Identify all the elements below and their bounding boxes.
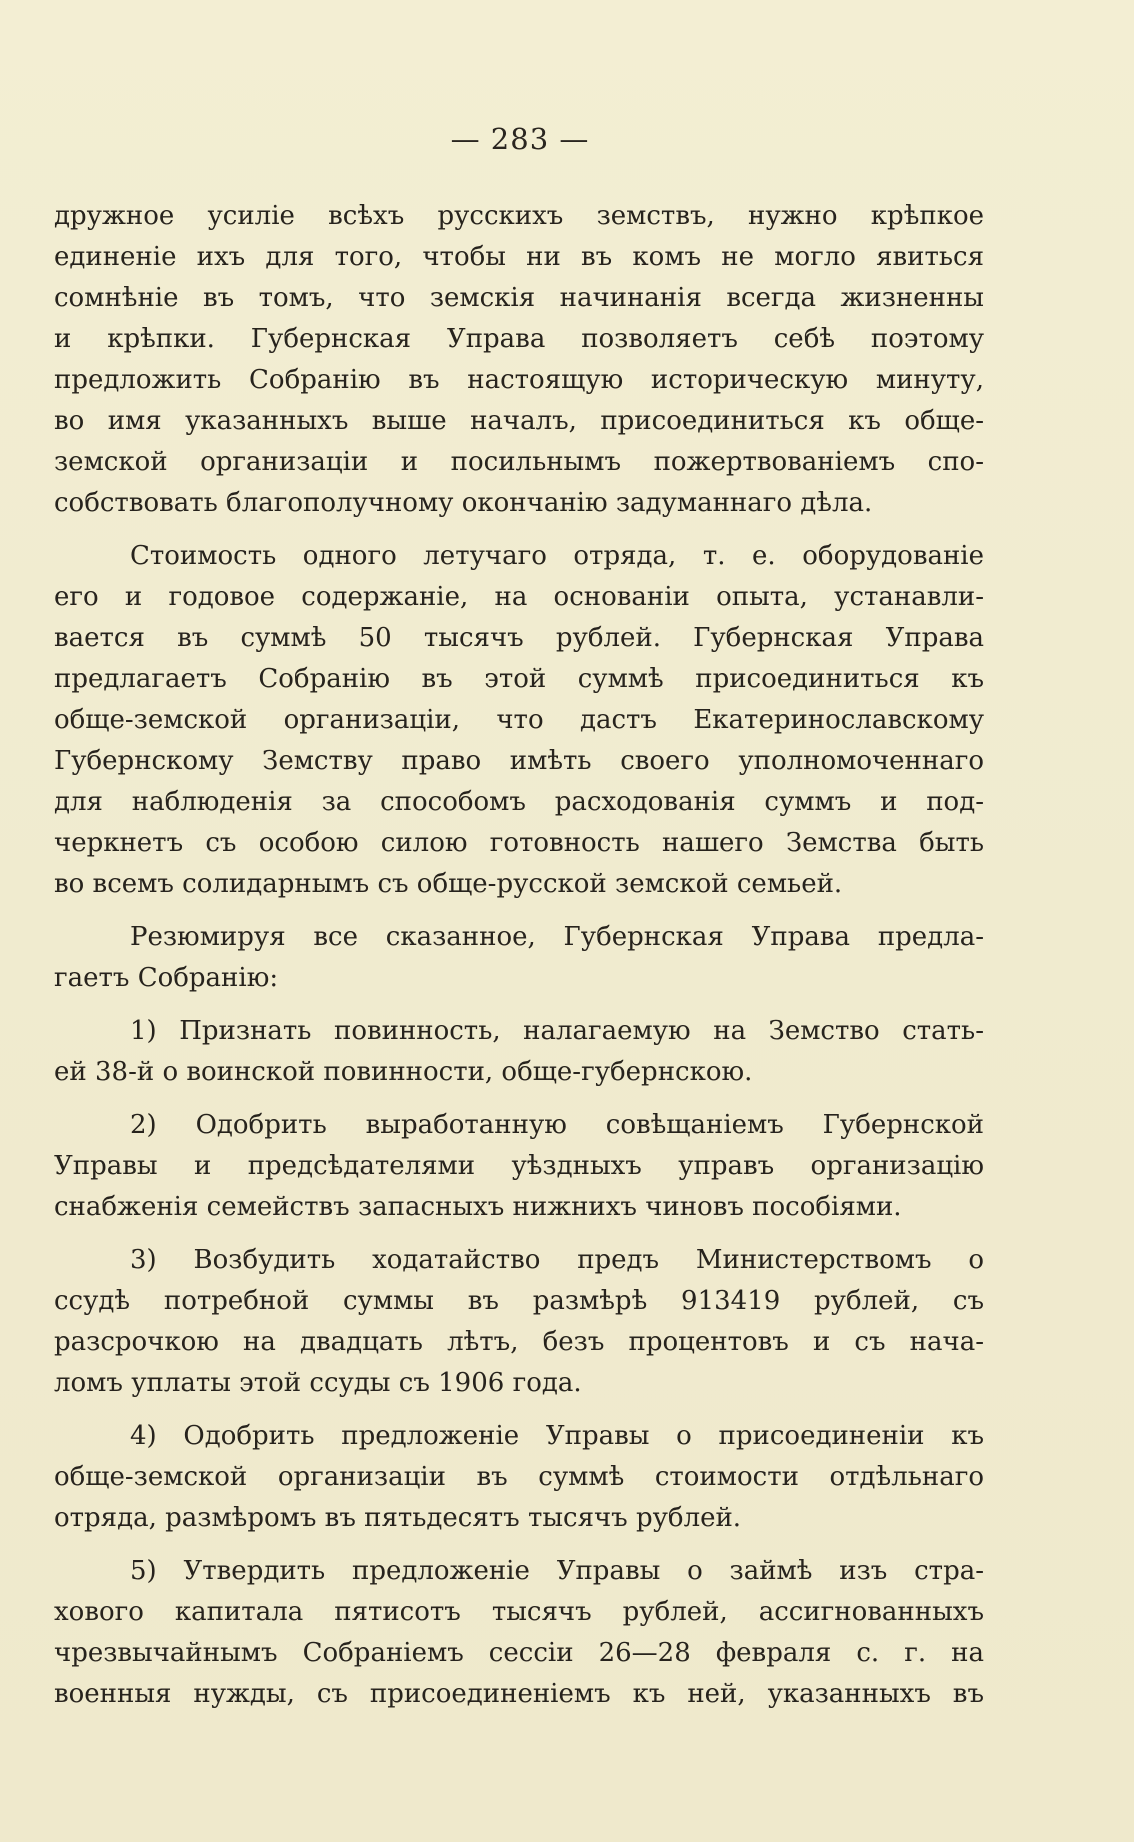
list-item [54, 1416, 984, 1539]
text-line: Губернскому Земству право имѣть своего уполномоченнаго [54, 746, 984, 776]
text-line: во всемъ солидарнымъ съ обще-русской земской семьей. [54, 869, 843, 899]
text-line: 5) Утвердить предложеніе Управы о займѣ изъ стра- [130, 1556, 984, 1586]
text-line: черкнетъ съ особою силою готовность нашего Земства быть [54, 828, 984, 858]
text-line: и крѣпки. Губернская Управа позволяетъ себѣ поэтому [54, 324, 984, 354]
text-line: ссудѣ потребной суммы въ размѣрѣ 913419 рублей, съ [54, 1286, 984, 1316]
page-number: — 283 — [450, 122, 590, 156]
text-line: 4) Одобрить предложеніе Управы о присоединеніи къ [130, 1421, 984, 1451]
text-line: военныя нужды, съ присоединеніемъ къ ней, указанныхъ въ [54, 1679, 984, 1709]
text-line: 1) Признать повинность, налагаемую на Земство стать- [130, 1016, 984, 1046]
text-line: снабженія семействъ запасныхъ нижнихъ чиновъ пособіями. [54, 1192, 902, 1222]
text-line: ломъ уплаты этой ссуды съ 1906 года. [54, 1368, 582, 1398]
text-line: вается въ суммѣ 50 тысячъ рублей. Губернская Управа [54, 623, 984, 653]
text-line: чрезвычайнымъ Собраніемъ сессіи 26—28 февраля с. г. на [54, 1638, 984, 1668]
text-line: разсрочкою на двадцать лѣтъ, безъ процентовъ и съ нача- [54, 1327, 984, 1357]
text-line: Управы и предсѣдателями уѣздныхъ управъ организацію [54, 1151, 984, 1181]
paragraph-gap [54, 1093, 984, 1105]
text-line: ей 38-й о воинской повинности, обще-губернскою. [54, 1057, 753, 1087]
text-line: обще-земской организаціи, что дастъ Екатеринославскому [54, 705, 984, 735]
text-line: предлагаетъ Собранію въ этой суммѣ присоединиться къ [54, 664, 984, 694]
text-line: его и годовое содержаніе, на основаніи опыта, устанавли- [54, 582, 984, 612]
paragraph-gap [54, 999, 984, 1011]
text-line: Резюмируя все сказанное, Губернская Управа предла- [130, 922, 984, 952]
paragraph [54, 196, 984, 524]
text-line: гаетъ Собранію: [54, 963, 279, 993]
text-line: дружное усиліе всѣхъ русскихъ земствъ, нужно крѣпкое [54, 201, 984, 231]
text-line: единеніе ихъ для того, чтобы ни въ комъ не могло явиться [54, 242, 984, 272]
paragraph-gap [54, 1539, 984, 1551]
paragraph-gap [54, 1228, 984, 1240]
paragraph [54, 536, 984, 905]
paragraph [54, 917, 984, 999]
list-item [54, 1105, 984, 1228]
text-line: для наблюденія за способомъ расходованія суммъ и под- [54, 787, 984, 817]
text-line: собствовать благополучному окончанію задуманнаго дѣла. [54, 488, 873, 518]
paragraph-gap [54, 1404, 984, 1416]
text-line: предложить Собранію въ настоящую историческую минуту, [54, 365, 984, 395]
list-item [54, 1240, 984, 1404]
text-line: во имя указанныхъ выше началъ, присоединиться къ обще- [54, 406, 984, 436]
text-line: отряда, размѣромъ въ пятьдесятъ тысячъ рублей. [54, 1503, 742, 1533]
text-line: Стоимость одного летучаго отряда, т. е. оборудованіе [130, 541, 984, 571]
list-item [54, 1011, 984, 1093]
paragraph-gap [54, 905, 984, 917]
list-item [54, 1551, 984, 1715]
text-line: сомнѣніе въ томъ, что земскія начинанія всегда жизненны [54, 283, 984, 313]
text-line: земской организаціи и посильнымъ пожертвованіемъ спо- [54, 447, 984, 477]
paragraph-gap [54, 524, 984, 536]
body-text [54, 196, 984, 1715]
text-line: 3) Возбудить ходатайство предъ Министерствомъ о [130, 1245, 984, 1275]
text-line: хового капитала пятисотъ тысячъ рублей, ассигнованныхъ [54, 1597, 984, 1627]
text-line: обще-земской организаціи въ суммѣ стоимости отдѣльнаго [54, 1462, 984, 1492]
text-line: 2) Одобрить выработанную совѣщаніемъ Губернской [130, 1110, 984, 1140]
